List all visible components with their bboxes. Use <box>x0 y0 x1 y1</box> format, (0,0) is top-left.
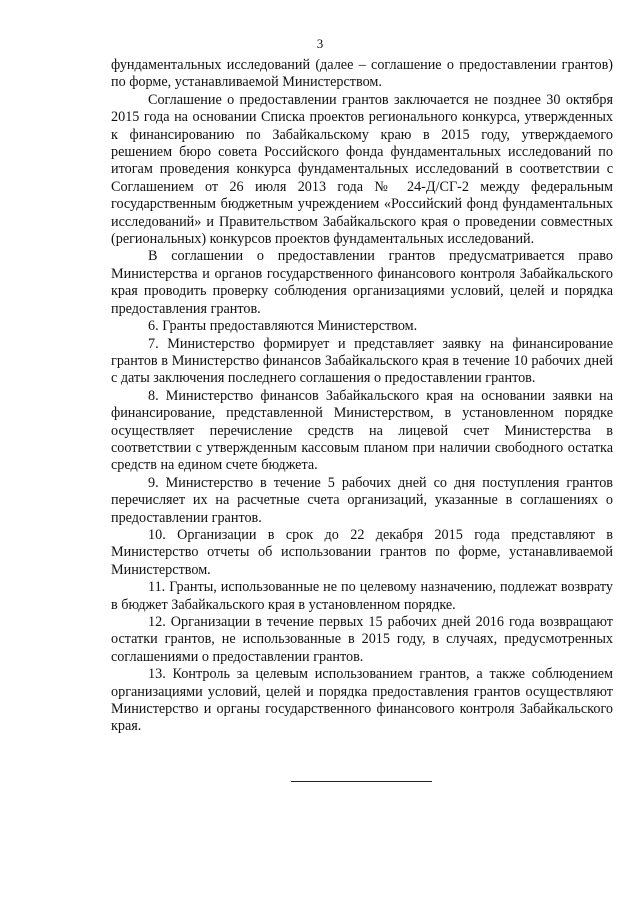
page-number: 3 <box>316 36 324 51</box>
paragraph-agreement-deadline: Соглашение о предоставлении грантов заключается не позднее 30 октября 2015 года на основании Списка проектов регионального конкурса, утвержденных к финансированию по Забайкальскому краю в 2015 году, утверждаемого решением бюро совета Российского фонда фундаментальных исследований по итогам проведения конкурса фундаментальных исследований в соответствии с Соглашением от 26 июля 2013 года № 24-Д/СГ-2 между федеральным государственным бюджетным учреждением «Российский фонд фундаментальных исследований» и Правительством Забайкальского края о проведении совместных (региональных) конкурсов проектов фундаментальных исследований. <box>111 91 613 248</box>
document-body <box>111 57 613 736</box>
paragraph-item-9: 9. Министерство в течение 5 рабочих дней со дня поступления грантов перечисляет их на расчетные счета организаций, указанные в соглашениях о предоставлении грантов. <box>111 474 613 526</box>
paragraph-continuation: фундаментальных исследований (далее – соглашение о предоставлении грантов) по форме, устанавливаемой Министерством. <box>111 57 613 91</box>
paragraph-item-8: 8. Министерство финансов Забайкальского края на основании заявки на финансирование, представленной Министерством, в установленном порядке осуществляет перечисление средств на лицевой счет Министерства в соответствии с утвержденным кассовым планом при наличии свободного остатка средств на едином счете бюджета. <box>111 387 613 474</box>
paragraph-item-10: 10. Организации в срок до 22 декабря 2015 года представляют в Министерство отчеты об использовании грантов по форме, устанавливаемой Министерством. <box>111 526 613 578</box>
paragraph-agreement-inspection: В соглашении о предоставлении грантов предусматривается право Министерства и органов государственного финансового контроля Забайкальского края проводить проверку соблюдения организациями условий, целей и порядка предоставления грантов. <box>111 248 613 317</box>
paragraph-item-7: 7. Министерство формирует и представляет заявку на финансирование грантов в Министерство финансов Забайкальского края в течение 10 рабочих дней с даты заключения последнего соглашения о предоставлении грантов. <box>111 335 613 387</box>
paragraph-item-11: 11. Гранты, использованные не по целевому назначению, подлежат возврату в бюджет Забайкальского края в установленном порядке. <box>111 579 613 613</box>
paragraph-item-13: 13. Контроль за целевым использованием грантов, а также соблюдением организациями условий, целей и порядка предоставления грантов осуществляют Министерство и органы государственного финансового контроля Забайкальского края. <box>111 666 613 735</box>
paragraph-item-6: 6. Гранты предоставляются Министерством. <box>148 318 418 335</box>
paragraph-item-12: 12. Организации в течение первых 15 рабочих дней 2016 года возвращают остатки грантов, не использованные в 2015 году, в случаях, предусмотренных соглашениями о предоставлении грантов. <box>111 614 613 665</box>
closing-divider-line <box>291 781 432 782</box>
